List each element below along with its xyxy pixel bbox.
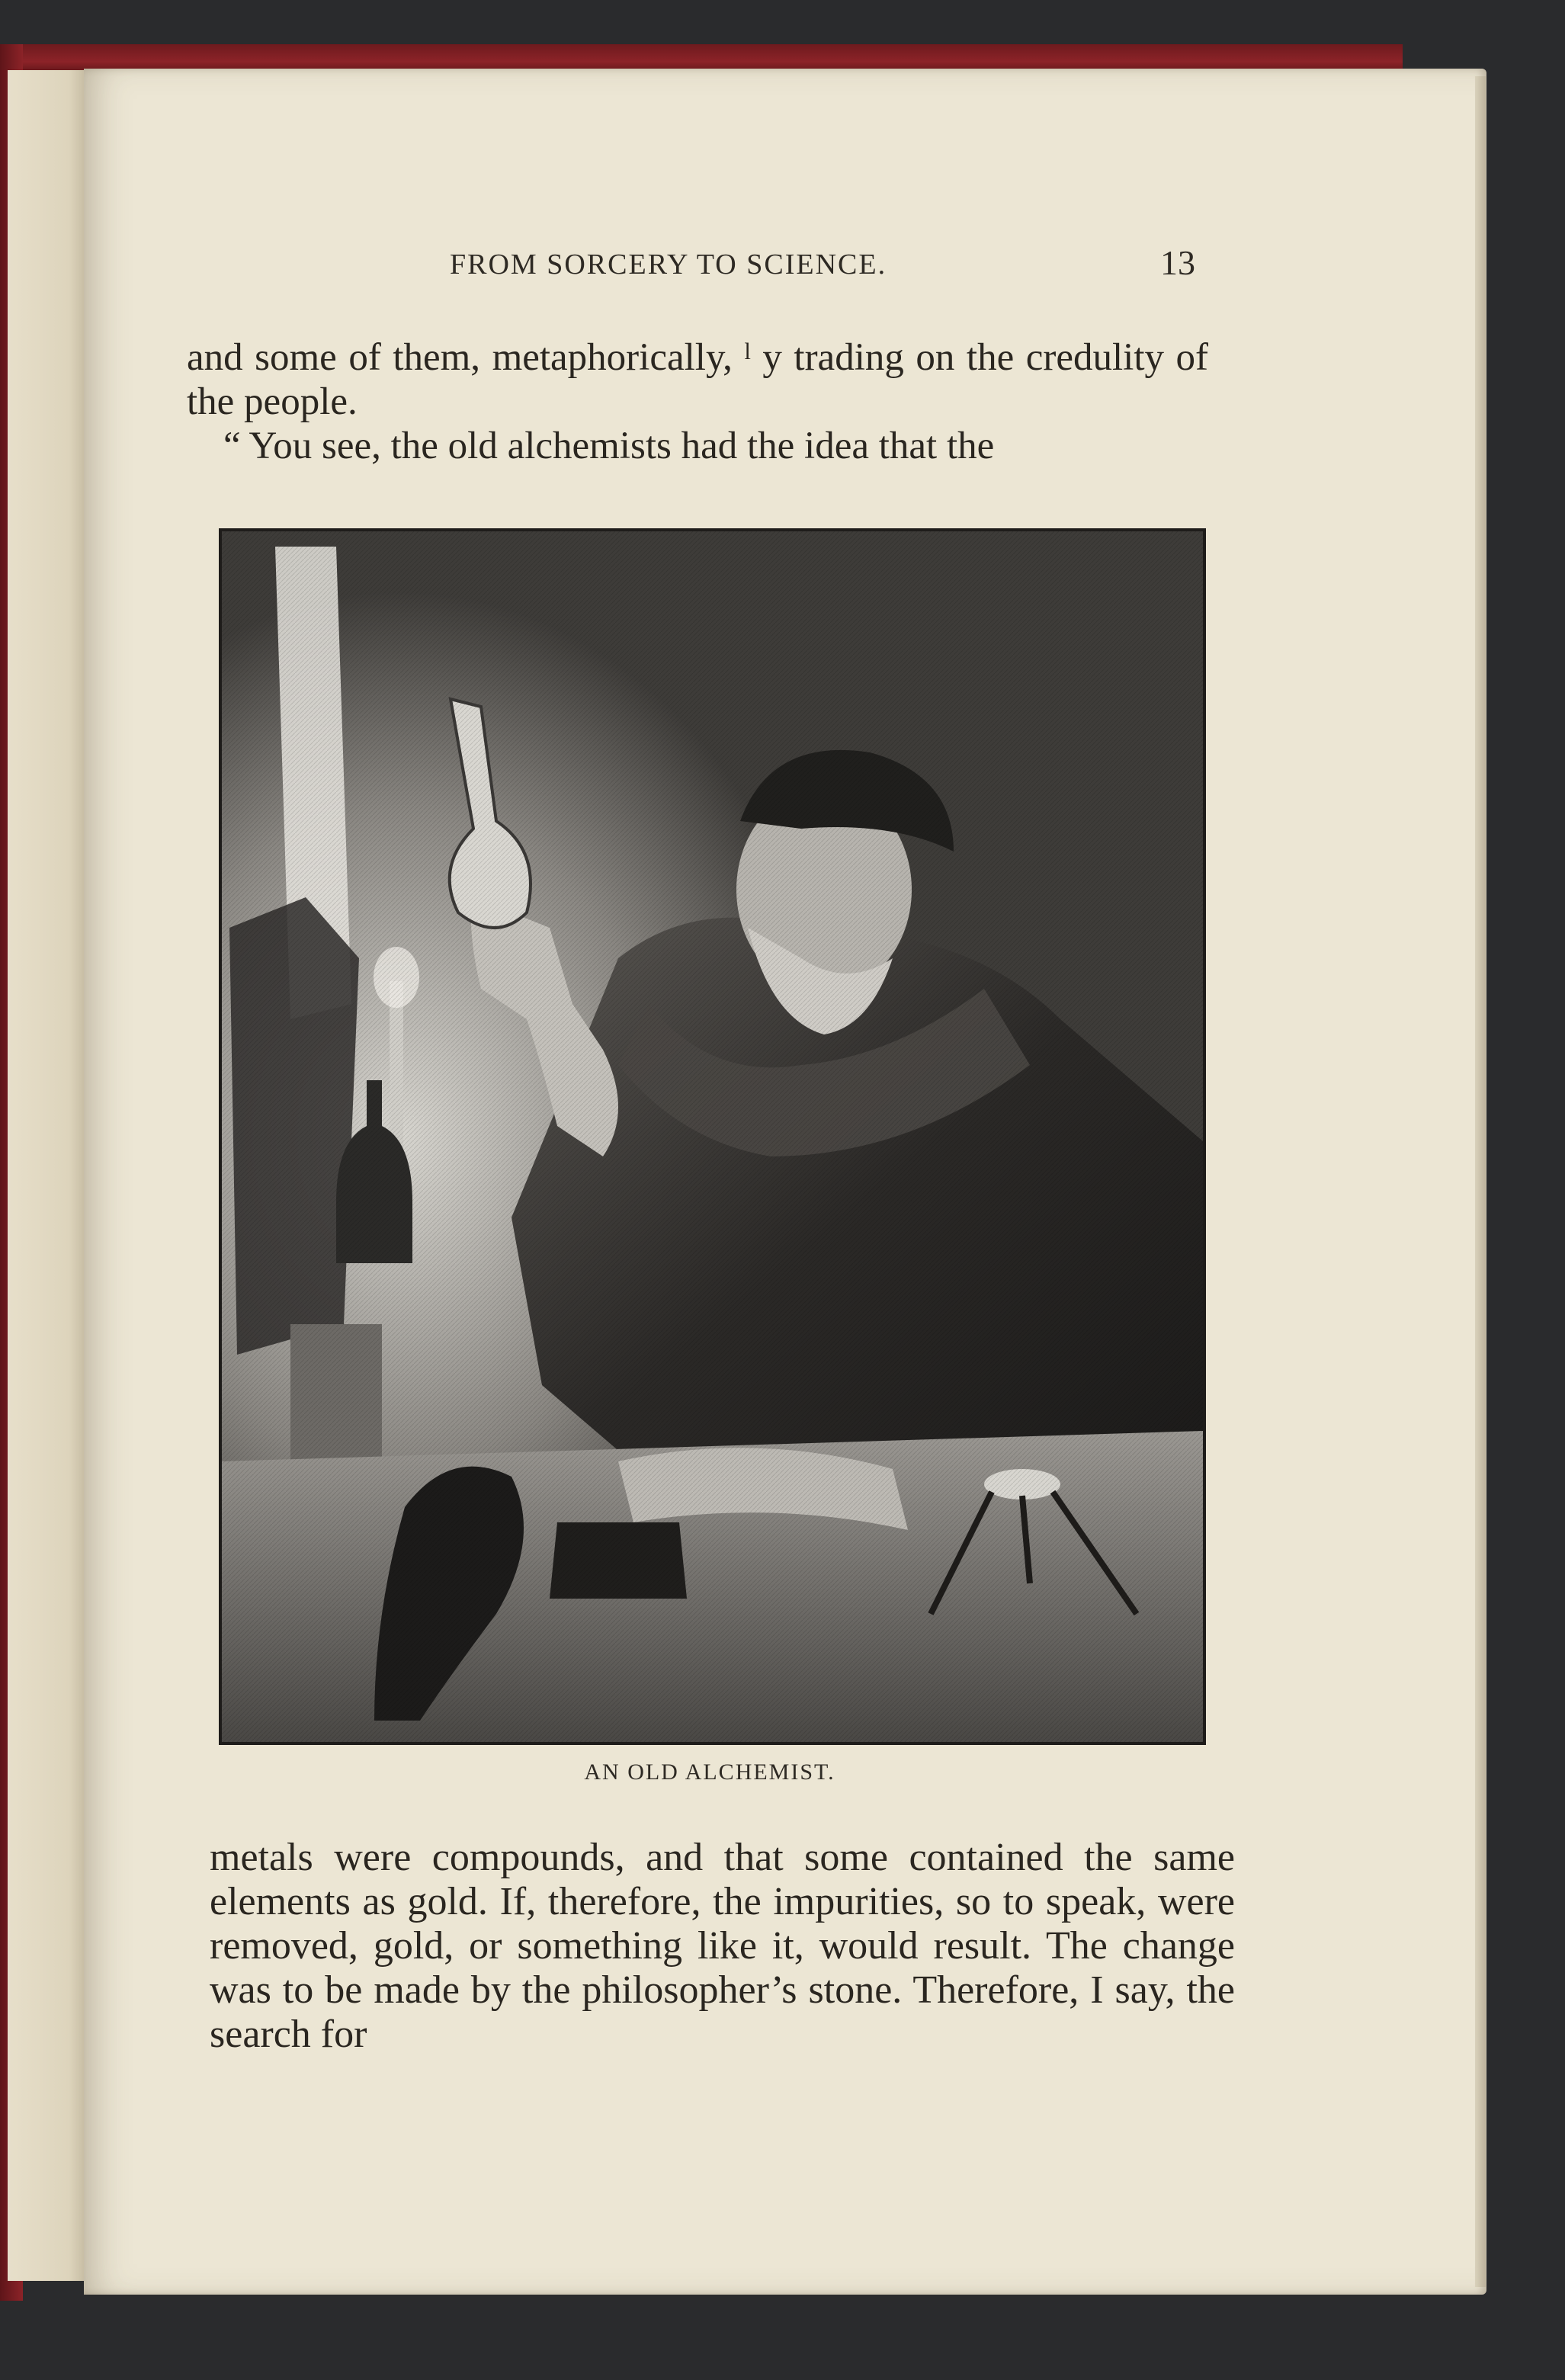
paragraph: “ You see, the old alchemists had the idea that the xyxy=(223,425,995,467)
figure-caption: AN OLD ALCHEMIST. xyxy=(584,1759,835,1785)
alchemist-engraving xyxy=(222,531,1203,1742)
page-edge-shade xyxy=(1475,76,1486,2287)
illustration-old-alchemist xyxy=(219,528,1206,1745)
page-number: 13 xyxy=(1160,243,1195,282)
paragraph: and some of them, metaphorically, ˡ y trading on the credulity of the people. xyxy=(187,336,1208,423)
facing-page-edge xyxy=(8,70,95,2281)
text-block-top xyxy=(187,335,1208,468)
running-head: FROM SORCERY TO SCIENCE. xyxy=(450,249,887,281)
text-block-bottom xyxy=(210,1836,1235,2057)
engraving-texture xyxy=(222,531,1203,1742)
paragraph: metals were compounds, and that some contained the same elements as gold. If, therefore, the impurities, so to speak, were removed, gold, or something like it, would result. The change was to be made by the philosopher’s stone. Therefore, I say, the search for xyxy=(210,1836,1235,2056)
